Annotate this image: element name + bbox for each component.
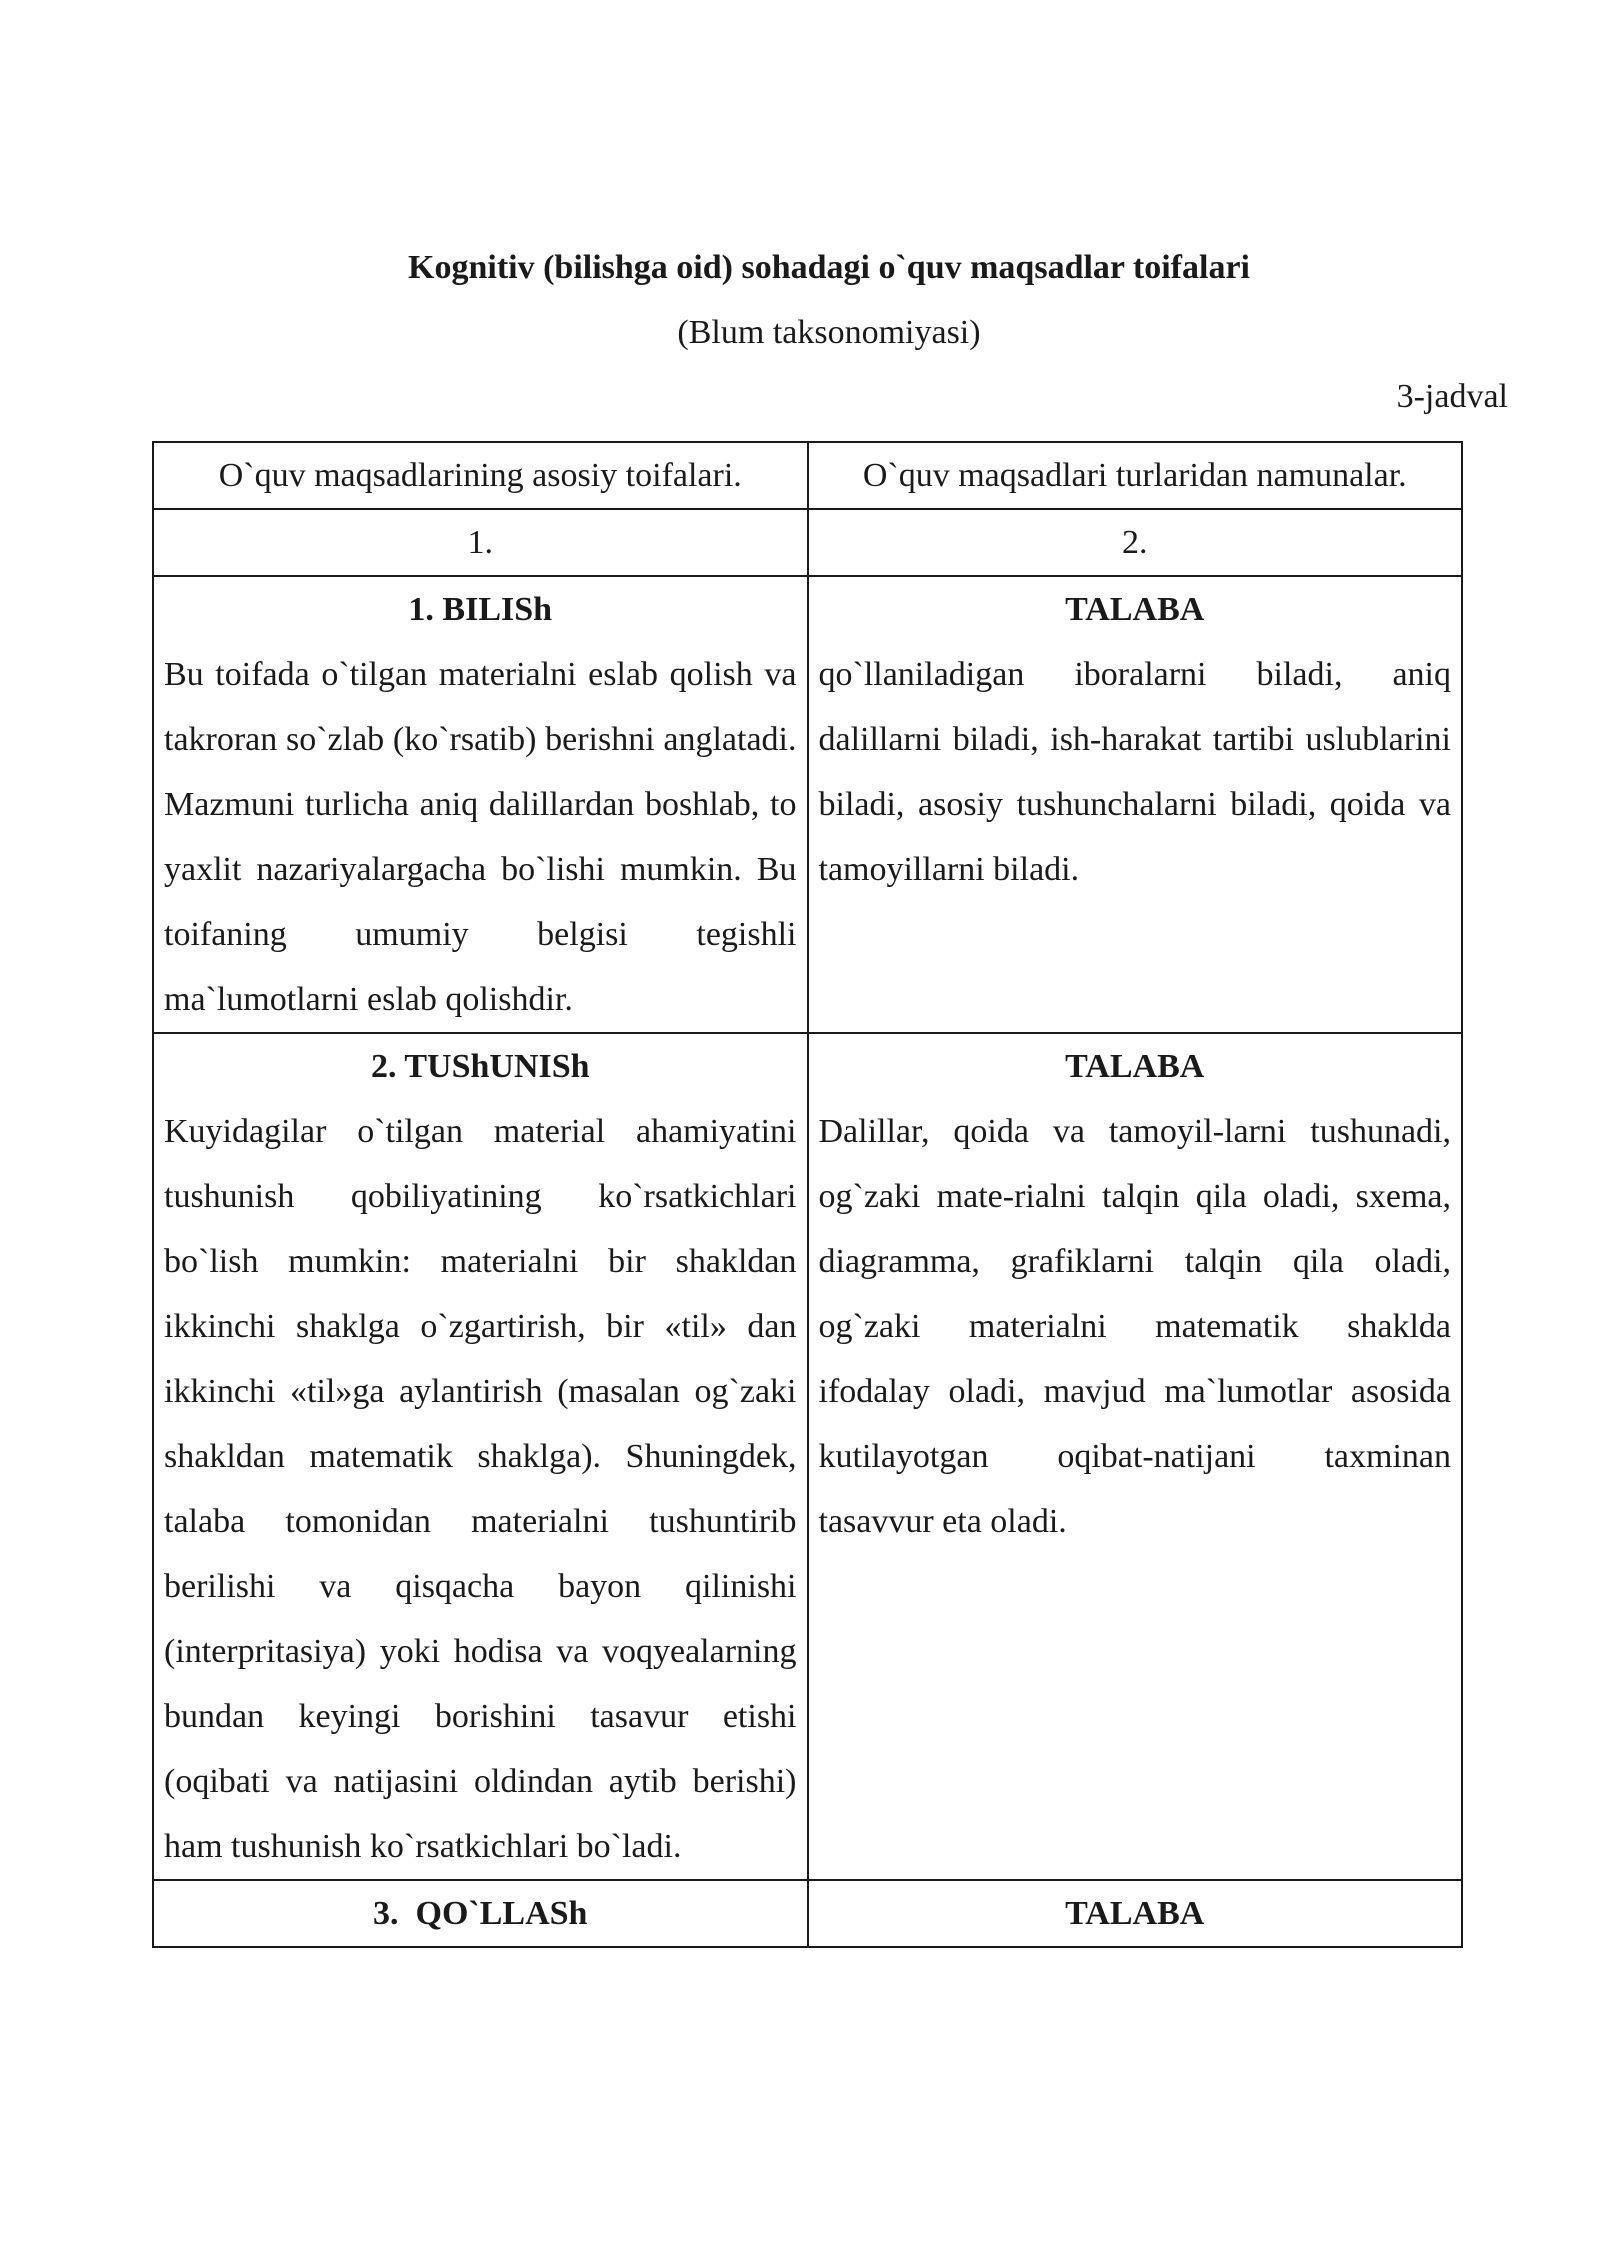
column-number-1: 1. (153, 509, 808, 576)
category-cell (153, 1880, 808, 1947)
header-cell-examples: O`quv maqsadlari turlaridan namunalar. (808, 442, 1463, 509)
example-description: qo`llaniladigan iboralarni biladi, aniq dalillarni biladi, ish-harakat tartibi uslublarini biladi, asosiy tushunchalarni biladi, qoida va tamoyillarni biladi. (818, 656, 1451, 888)
taxonomy-table (152, 441, 1463, 1948)
example-description: Dalillar, qoida va tamoyil-larni tushunadi, og`zaki mate-rialni talqin qila oladi, sxema, diagramma, grafiklarni talqin qila oladi, og`zaki materialni matematik shaklda ifodalay oladi, mavjud ma`lumotlar asosida kutilayotgan oqibat-natijani taxminan tasavvur eta oladi. (818, 1113, 1451, 1540)
example-cell (808, 1880, 1463, 1947)
table-row (153, 576, 1462, 1033)
document-subtitle: (Blum taksonomiyasi) (677, 314, 981, 351)
table-header-row (153, 442, 1462, 509)
category-cell (153, 1033, 808, 1880)
example-title: TALABA (1065, 1048, 1205, 1085)
category-description: Bu toifada o`tilgan materialni eslab qolish va takroran so`zlab (ko`rsatib) berishni anglatadi. Mazmuni turlicha aniq dalillardan boshlab, to yaxlit nazariyalargacha bo`lishi mumkin. Bu toifaning umumiy belgisi tegishli ma`lumotlarni eslab qolishdir. (164, 656, 797, 1018)
category-description: Kuyidagilar o`tilgan material ahamiyatini tushunish qobiliyatining ko`rsatkichlari bo`lish mumkin: materialni bir shakldan ikkinchi shaklga o`zgartirish, bir «til» dan ikkinchi «til»ga aylantirish (masalan og`zaki shakldan matematik shaklga). Shuningdek, talaba tomonidan materialni tushuntirib berilishi va qisqacha bayon qilinishi (interpritasiya) yoki hodisa va voqyealarning bundan keyingi borishini tasavur etishi (oqibati va natijasini oldindan aytib berishi) ham tushunish ko`rsatkichlari bo`ladi. (164, 1113, 797, 1865)
category-title: 2. TUShUNISh (370, 1048, 590, 1085)
example-cell (808, 1033, 1463, 1880)
table-number: 3-jadval (1396, 378, 1508, 415)
example-title: TALABA (1065, 1895, 1205, 1932)
example-title: TALABA (1065, 591, 1205, 628)
example-cell (808, 576, 1463, 1033)
category-title: 3. QO`LLASh (373, 1895, 588, 1932)
table-row (153, 1880, 1462, 1947)
category-title: 1. BILISh (408, 591, 553, 628)
column-number-row (153, 509, 1462, 576)
table-row (153, 1033, 1462, 1880)
header-cell-categories: O`quv maqsadlarining asosiy toifalari. (153, 442, 808, 509)
column-number-2: 2. (808, 509, 1463, 576)
category-cell (153, 576, 808, 1033)
document-title: Kognitiv (bilishga oid) sohadagi o`quv maqsadlar toifalari (408, 249, 1250, 286)
